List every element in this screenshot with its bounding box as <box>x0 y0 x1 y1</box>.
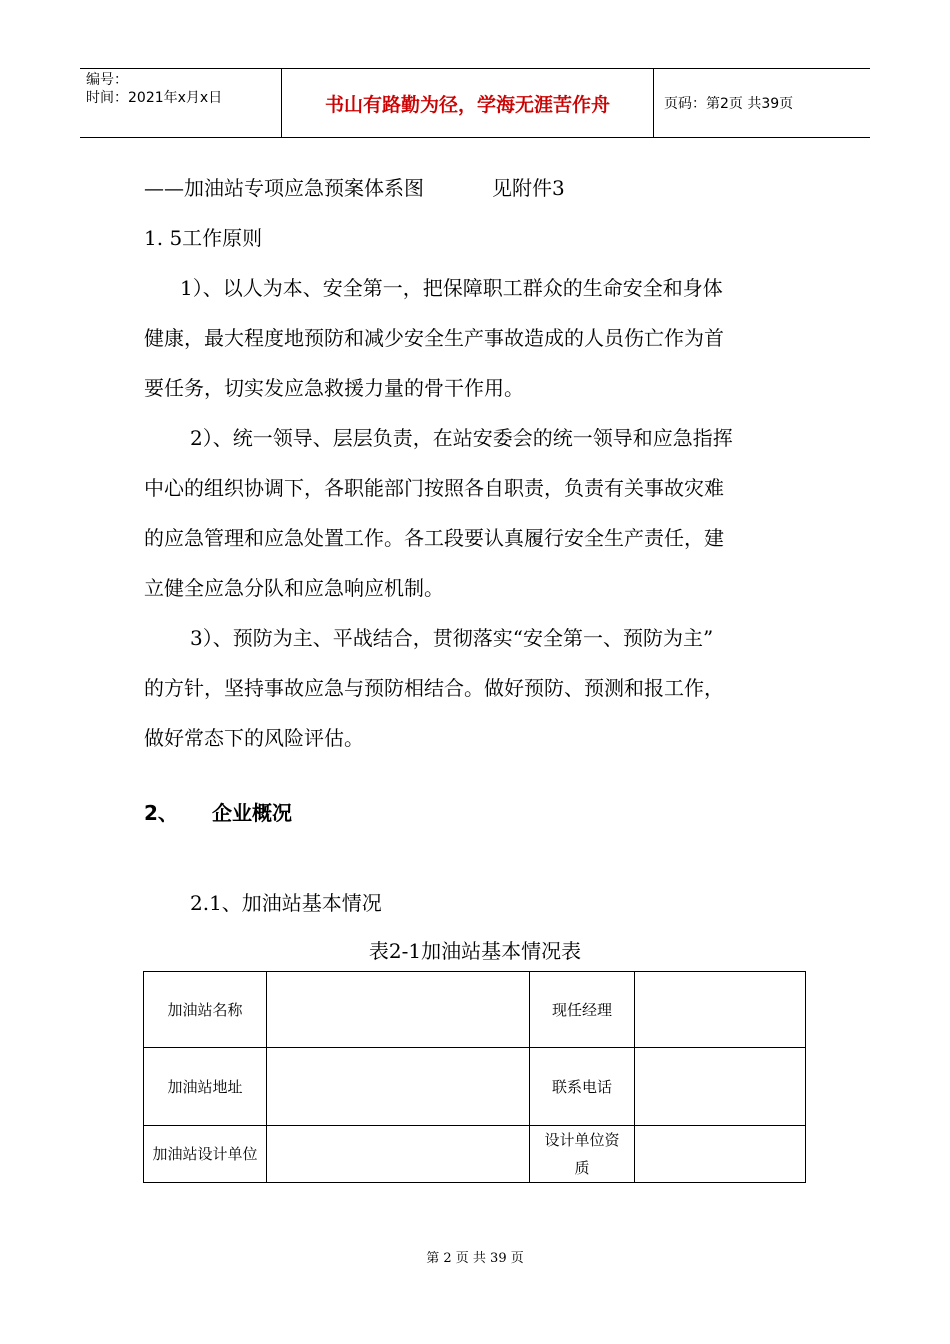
table-value-cell <box>267 1126 530 1183</box>
table-caption: 表2-1加油站基本情况表 <box>368 939 582 963</box>
page-footer: 第 2 页 共 39 页 <box>426 1251 524 1266</box>
number-label: 编号： <box>86 72 128 88</box>
table-row <box>144 972 806 1048</box>
table-label-cell: 联系电话 <box>530 1048 635 1126</box>
paragraph-line: 2）、统一领导、层层负责，在站安委会的统一领导和应急指挥 <box>190 426 733 450</box>
paragraph-line: 3）、预防为主、平战结合，贯彻落实“安全第一、预防为主” <box>190 626 714 650</box>
table-row <box>144 1126 806 1183</box>
table-value-cell <box>267 1048 530 1126</box>
paragraph-line: 1）、以人为本、安全第一，把保障职工群众的生命安全和身体 <box>180 276 723 300</box>
paragraph-line: 的应急管理和应急处置工作。各工段要认真履行安全生产责任，建 <box>144 526 724 550</box>
table-label-cell: 加油站设计单位 <box>144 1126 267 1183</box>
table-label-cell: 设计单位资质 <box>530 1126 635 1183</box>
table-label-cell: 现任经理 <box>530 972 635 1048</box>
table-value-cell <box>635 972 806 1048</box>
section-heading-2-1: 2.1、加油站基本情况 <box>190 891 382 915</box>
time-label: 时间：2021年x月x日 <box>86 90 223 106</box>
header-page-label: 页码：第2页 共39页 <box>664 96 794 112</box>
appendix-line <box>144 172 565 201</box>
paragraph-line: 做好常态下的风险评估。 <box>144 726 364 750</box>
paragraph-line: 立健全应急分队和应急响应机制。 <box>144 576 444 600</box>
paragraph-line: 要任务，切实发应急救援力量的骨干作用。 <box>144 376 524 400</box>
section-2-title: 企业概况 <box>212 801 292 825</box>
table-value-cell <box>267 972 530 1048</box>
appendix-text: ——加油站专项应急预案体系图 <box>144 176 424 200</box>
table-row <box>144 1048 806 1126</box>
table-label-cell: 加油站名称 <box>144 972 267 1048</box>
table-label-cell: 加油站地址 <box>144 1048 267 1126</box>
station-info-table <box>143 971 806 1183</box>
page-header <box>80 68 870 138</box>
header-meta <box>80 69 282 137</box>
paragraph-line: 健康，最大程度地预防和减少安全生产事故造成的人员伤亡作为首 <box>144 326 724 350</box>
header-motto: 书山有路勤为径，学海无涯苦作舟 <box>282 69 654 137</box>
section-heading-1-5: 1. 5工作原则 <box>144 226 263 250</box>
table-value-cell <box>635 1126 806 1183</box>
section-2-number: 2、 <box>144 801 178 825</box>
paragraph-line: 中心的组织协调下，各职能部门按照各自职责，负责有关事故灾难 <box>144 476 724 500</box>
appendix-ref: 见附件3 <box>492 176 565 200</box>
paragraph-line: 的方针，坚持事故应急与预防相结合。做好预防、预测和报工作， <box>144 676 724 700</box>
table-value-cell <box>635 1048 806 1126</box>
